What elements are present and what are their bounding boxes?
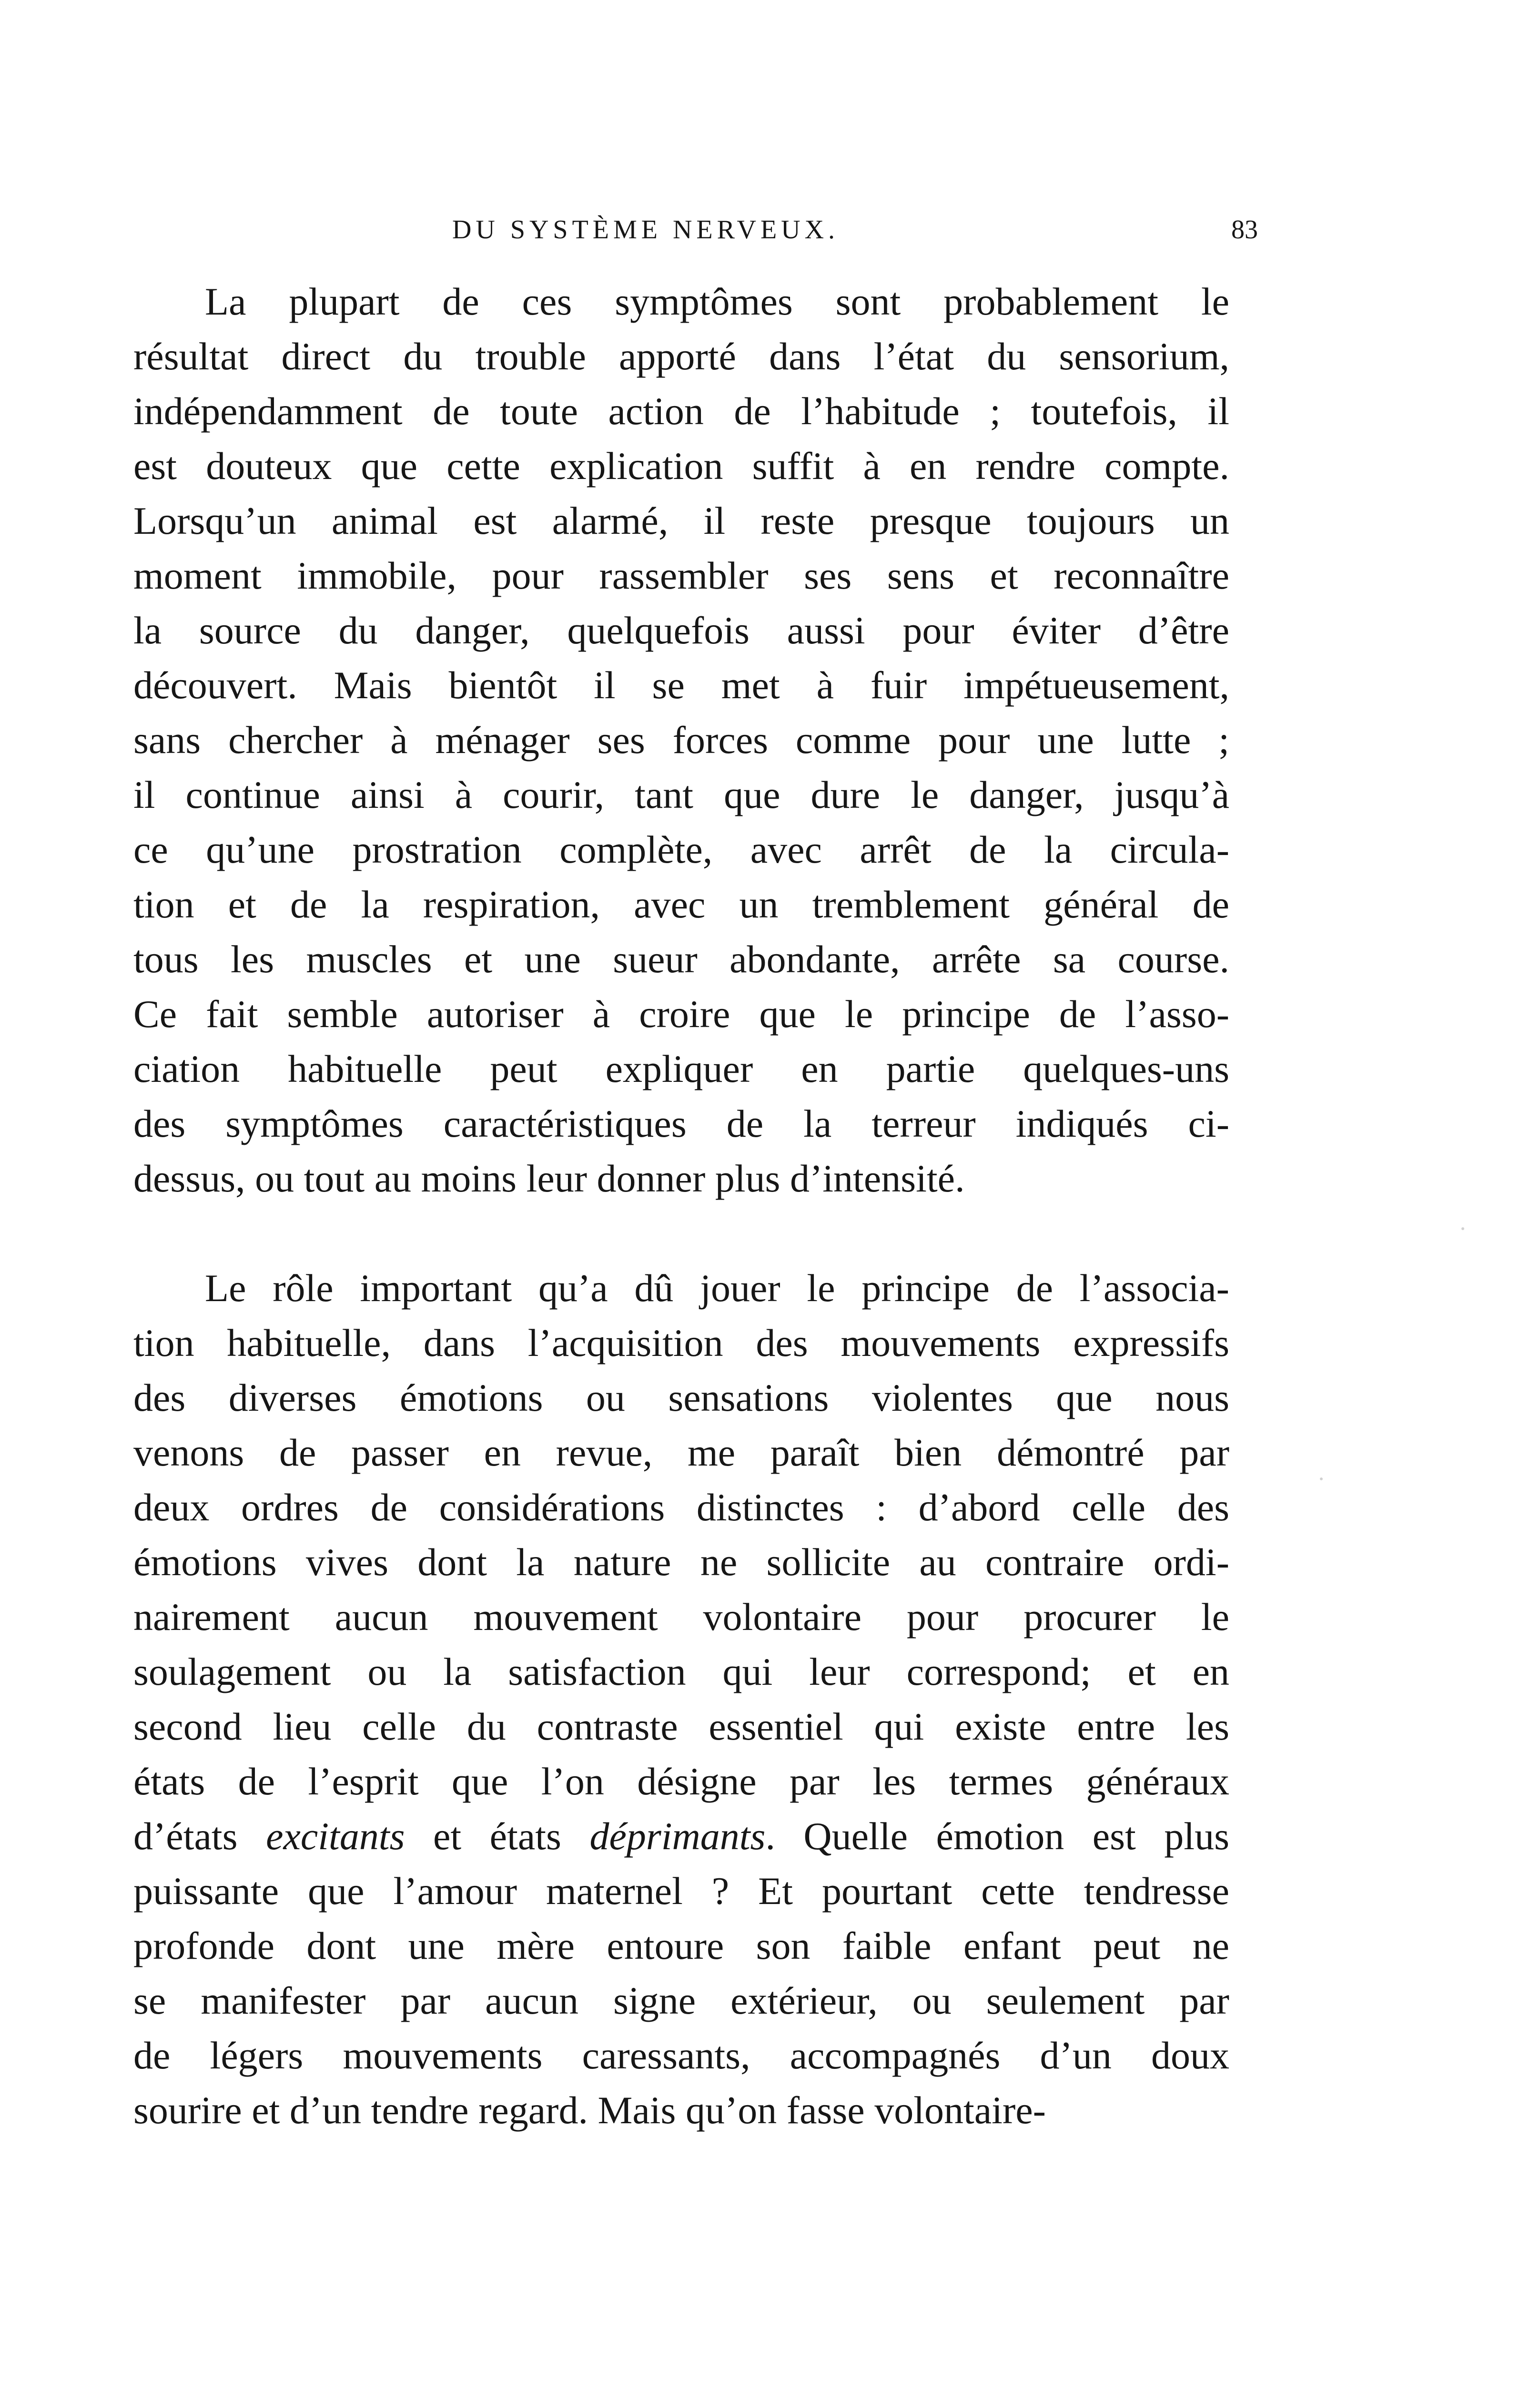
text-line: La plupart de ces symptômes sont probablement le bbox=[205, 280, 1229, 323]
text-line: tion et de la respiration, avec un tremblement général de bbox=[133, 883, 1229, 926]
italic-term: excitants bbox=[266, 1814, 405, 1858]
text-line-with-italics bbox=[133, 1809, 1229, 1864]
text-line: soulagement ou la satisfaction qui leur correspond; et en bbox=[133, 1650, 1229, 1693]
text-line: de légers mouvements caressants, accompagnés d’un doux bbox=[133, 2034, 1229, 2077]
text-line: la source du danger, quelquefois aussi pour éviter d’être bbox=[133, 609, 1229, 652]
text-line: profonde dont une mère entoure son faible enfant peut ne bbox=[133, 1924, 1229, 1967]
text-line: des symptômes caractéristiques de la terreur indiqués ci- bbox=[133, 1102, 1229, 1145]
text-line: sourire et d’un tendre regard. Mais qu’on fasse volontaire- bbox=[133, 2088, 1046, 2132]
running-head bbox=[133, 199, 1258, 256]
running-title: DU SYSTÈME NERVEUX. bbox=[452, 215, 840, 244]
text-line: ce qu’une prostration complète, avec arrêt de la circula- bbox=[133, 828, 1229, 871]
text-line: est douteux que cette explication suffit à en rendre compte. bbox=[133, 444, 1229, 488]
page-number: 83 bbox=[1231, 215, 1258, 244]
text-line: ciation habituelle peut expliquer en partie quelques-uns bbox=[133, 1047, 1229, 1090]
italic-term: déprimants bbox=[589, 1814, 766, 1858]
text-line: second lieu celle du contraste essentiel qui existe entre les bbox=[133, 1705, 1229, 1748]
text-line: moment immobile, pour rassembler ses sens et reconnaître bbox=[133, 554, 1229, 597]
text-line: nairement aucun mouvement volontaire pour procurer le bbox=[133, 1595, 1229, 1639]
text-line: puissante que l’amour maternel ? Et pourtant cette tendresse bbox=[133, 1869, 1229, 1913]
text-line: dessus, ou tout au moins leur donner plus d’intensité. bbox=[133, 1157, 965, 1200]
text-fragment: d’états bbox=[133, 1814, 266, 1858]
text-line: tion habituelle, dans l’acquisition des mouvements expressifs bbox=[133, 1321, 1229, 1365]
text-line: se manifester par aucun signe extérieur, ou seulement par bbox=[133, 1979, 1229, 2022]
text-line: Le rôle important qu’a dû jouer le principe de l’associa- bbox=[205, 1266, 1229, 1310]
text-line: sans chercher à ménager ses forces comme pour une lutte ; bbox=[133, 718, 1229, 762]
paragraph-1 bbox=[133, 274, 1229, 1206]
text-line: indépendamment de toute action de l’habitude ; toutefois, il bbox=[133, 389, 1229, 433]
text-line: des diverses émotions ou sensations violentes que nous bbox=[133, 1376, 1229, 1419]
text-line: tous les muscles et une sueur abondante, arrête sa course. bbox=[133, 937, 1229, 981]
text-line: il continue ainsi à courir, tant que dure le danger, jusqu’à bbox=[133, 773, 1229, 816]
text-line: Lorsqu’un animal est alarmé, il reste presque toujours un bbox=[133, 499, 1229, 542]
text-line: états de l’esprit que l’on désigne par les termes généraux bbox=[133, 1760, 1229, 1803]
text-line: émotions vives dont la nature ne sollicite au contraire ordi- bbox=[133, 1540, 1229, 1584]
text-fragment: et états bbox=[405, 1814, 590, 1858]
text-line: découvert. Mais bientôt il se met à fuir impétueusement, bbox=[133, 663, 1229, 707]
paragraph-2 bbox=[133, 1261, 1229, 2138]
scan-dust-mark bbox=[1320, 1477, 1323, 1480]
text-line: venons de passer en revue, me paraît bien démontré par bbox=[133, 1431, 1229, 1474]
text-line: résultat direct du trouble apporté dans l’état du sensorium, bbox=[133, 335, 1229, 378]
text-line: deux ordres de considérations distinctes : d’abord celle des bbox=[133, 1486, 1229, 1529]
text-line: Ce fait semble autoriser à croire que le principe de l’asso- bbox=[133, 992, 1229, 1036]
text-fragment: . Quelle émotion est plus bbox=[765, 1814, 1229, 1858]
scan-dust-mark bbox=[1461, 1227, 1464, 1230]
